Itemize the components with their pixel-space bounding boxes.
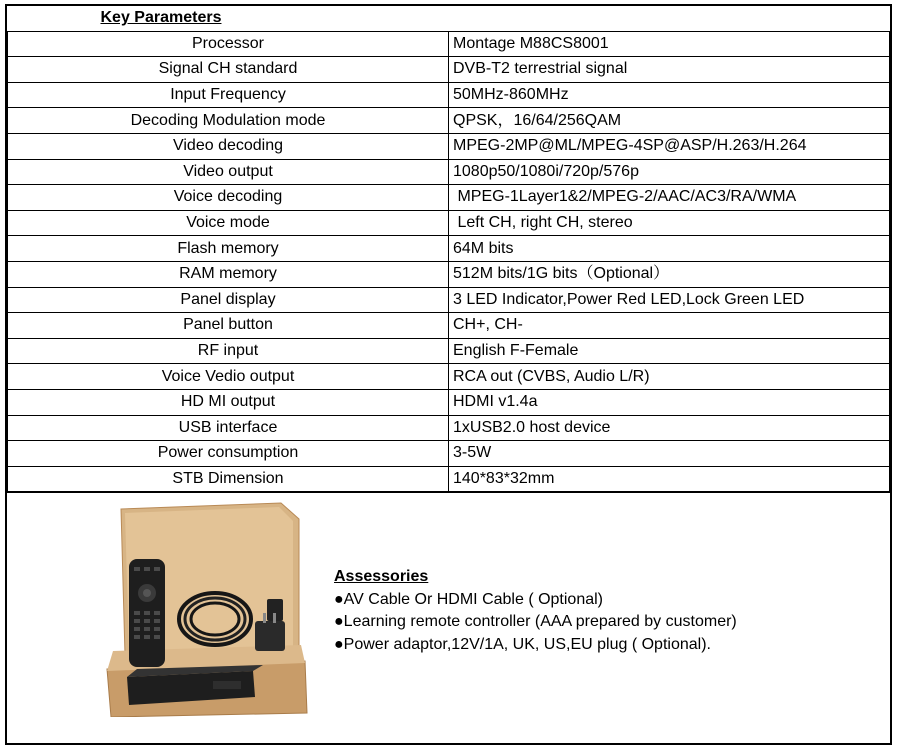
spec-row — [8, 389, 890, 415]
spec-label: Processor — [8, 31, 449, 57]
spec-label: Decoding Modulation mode — [8, 108, 449, 134]
spec-table — [7, 6, 890, 492]
accessory-item: ●Learning remote controller (AAA prepared by customer) — [334, 613, 737, 631]
accessories-section — [7, 492, 890, 741]
spec-row — [8, 466, 890, 492]
table-header-row — [8, 6, 890, 31]
spec-label: Input Frequency — [8, 82, 449, 108]
accessories-title: Assessories — [334, 568, 429, 586]
spec-value: 512M bits/1G bits（Optional） — [449, 261, 890, 287]
spec-label: Power consumption — [8, 441, 449, 467]
spec-value: QPSK，16/64/256QAM — [449, 108, 890, 134]
spec-label: USB interface — [8, 415, 449, 441]
spec-rows — [8, 31, 890, 492]
accessory-item: ●AV Cable Or HDMI Cable ( Optional) — [334, 590, 604, 608]
table-header-cell — [8, 6, 890, 31]
spec-row — [8, 338, 890, 364]
spec-value: 50MHz-860MHz — [449, 82, 890, 108]
spec-value: MPEG-1Layer1&2/MPEG-2/AAC/AC3/RA/WMA — [449, 185, 890, 211]
spec-row — [8, 133, 890, 159]
spec-value: CH+, CH- — [449, 313, 890, 339]
spec-value: DVB-T2 terrestrial signal — [449, 57, 890, 83]
product-photo — [103, 501, 309, 717]
spec-label: Voice mode — [8, 210, 449, 236]
spec-label: Voice Vedio output — [8, 364, 449, 390]
spec-value: RCA out (CVBS, Audio L/R) — [449, 364, 890, 390]
spec-value: 1xUSB2.0 host device — [449, 415, 890, 441]
spec-value: 3-5W — [449, 441, 890, 467]
spec-sheet — [5, 4, 892, 745]
spec-row — [8, 415, 890, 441]
spec-row — [8, 82, 890, 108]
spec-label: HD MI output — [8, 389, 449, 415]
spec-row — [8, 313, 890, 339]
spec-row — [8, 159, 890, 185]
spec-label: Voice decoding — [8, 185, 449, 211]
spec-value: 3 LED Indicator,Power Red LED,Lock Green LED — [449, 287, 890, 313]
spec-label: Panel display — [8, 287, 449, 313]
spec-row — [8, 261, 890, 287]
spec-row — [8, 108, 890, 134]
spec-row — [8, 441, 890, 467]
spec-value: 1080p50/1080i/720p/576p — [449, 159, 890, 185]
spec-value: English F-Female — [449, 338, 890, 364]
spec-label: Panel button — [8, 313, 449, 339]
spec-row — [8, 287, 890, 313]
spec-value: Montage M88CS8001 — [449, 31, 890, 57]
accessories-list — [334, 566, 737, 656]
accessory-item: ●Power adaptor,12V/1A, UK, US,EU plug ( Optional). — [334, 635, 711, 653]
spec-value: HDMI v1.4a — [449, 389, 890, 415]
spec-row — [8, 364, 890, 390]
spec-value: 64M bits — [449, 236, 890, 262]
spec-row — [8, 57, 890, 83]
spec-row — [8, 236, 890, 262]
spec-label: STB Dimension — [8, 466, 449, 492]
spec-label: Flash memory — [8, 236, 449, 262]
spec-row — [8, 210, 890, 236]
spec-value: MPEG-2MP@ML/MPEG-4SP@ASP/H.263/H.264 — [449, 133, 890, 159]
key-parameters-title: Key Parameters — [100, 9, 222, 27]
spec-label: RF input — [8, 338, 449, 364]
spec-value: 140*83*32mm — [449, 466, 890, 492]
spec-label: RAM memory — [8, 261, 449, 287]
spec-label: Video decoding — [8, 133, 449, 159]
spec-value: Left CH, right CH, stereo — [449, 210, 890, 236]
spec-row — [8, 185, 890, 211]
spec-label: Video output — [8, 159, 449, 185]
spec-row — [8, 31, 890, 57]
spec-label: Signal CH standard — [8, 57, 449, 83]
